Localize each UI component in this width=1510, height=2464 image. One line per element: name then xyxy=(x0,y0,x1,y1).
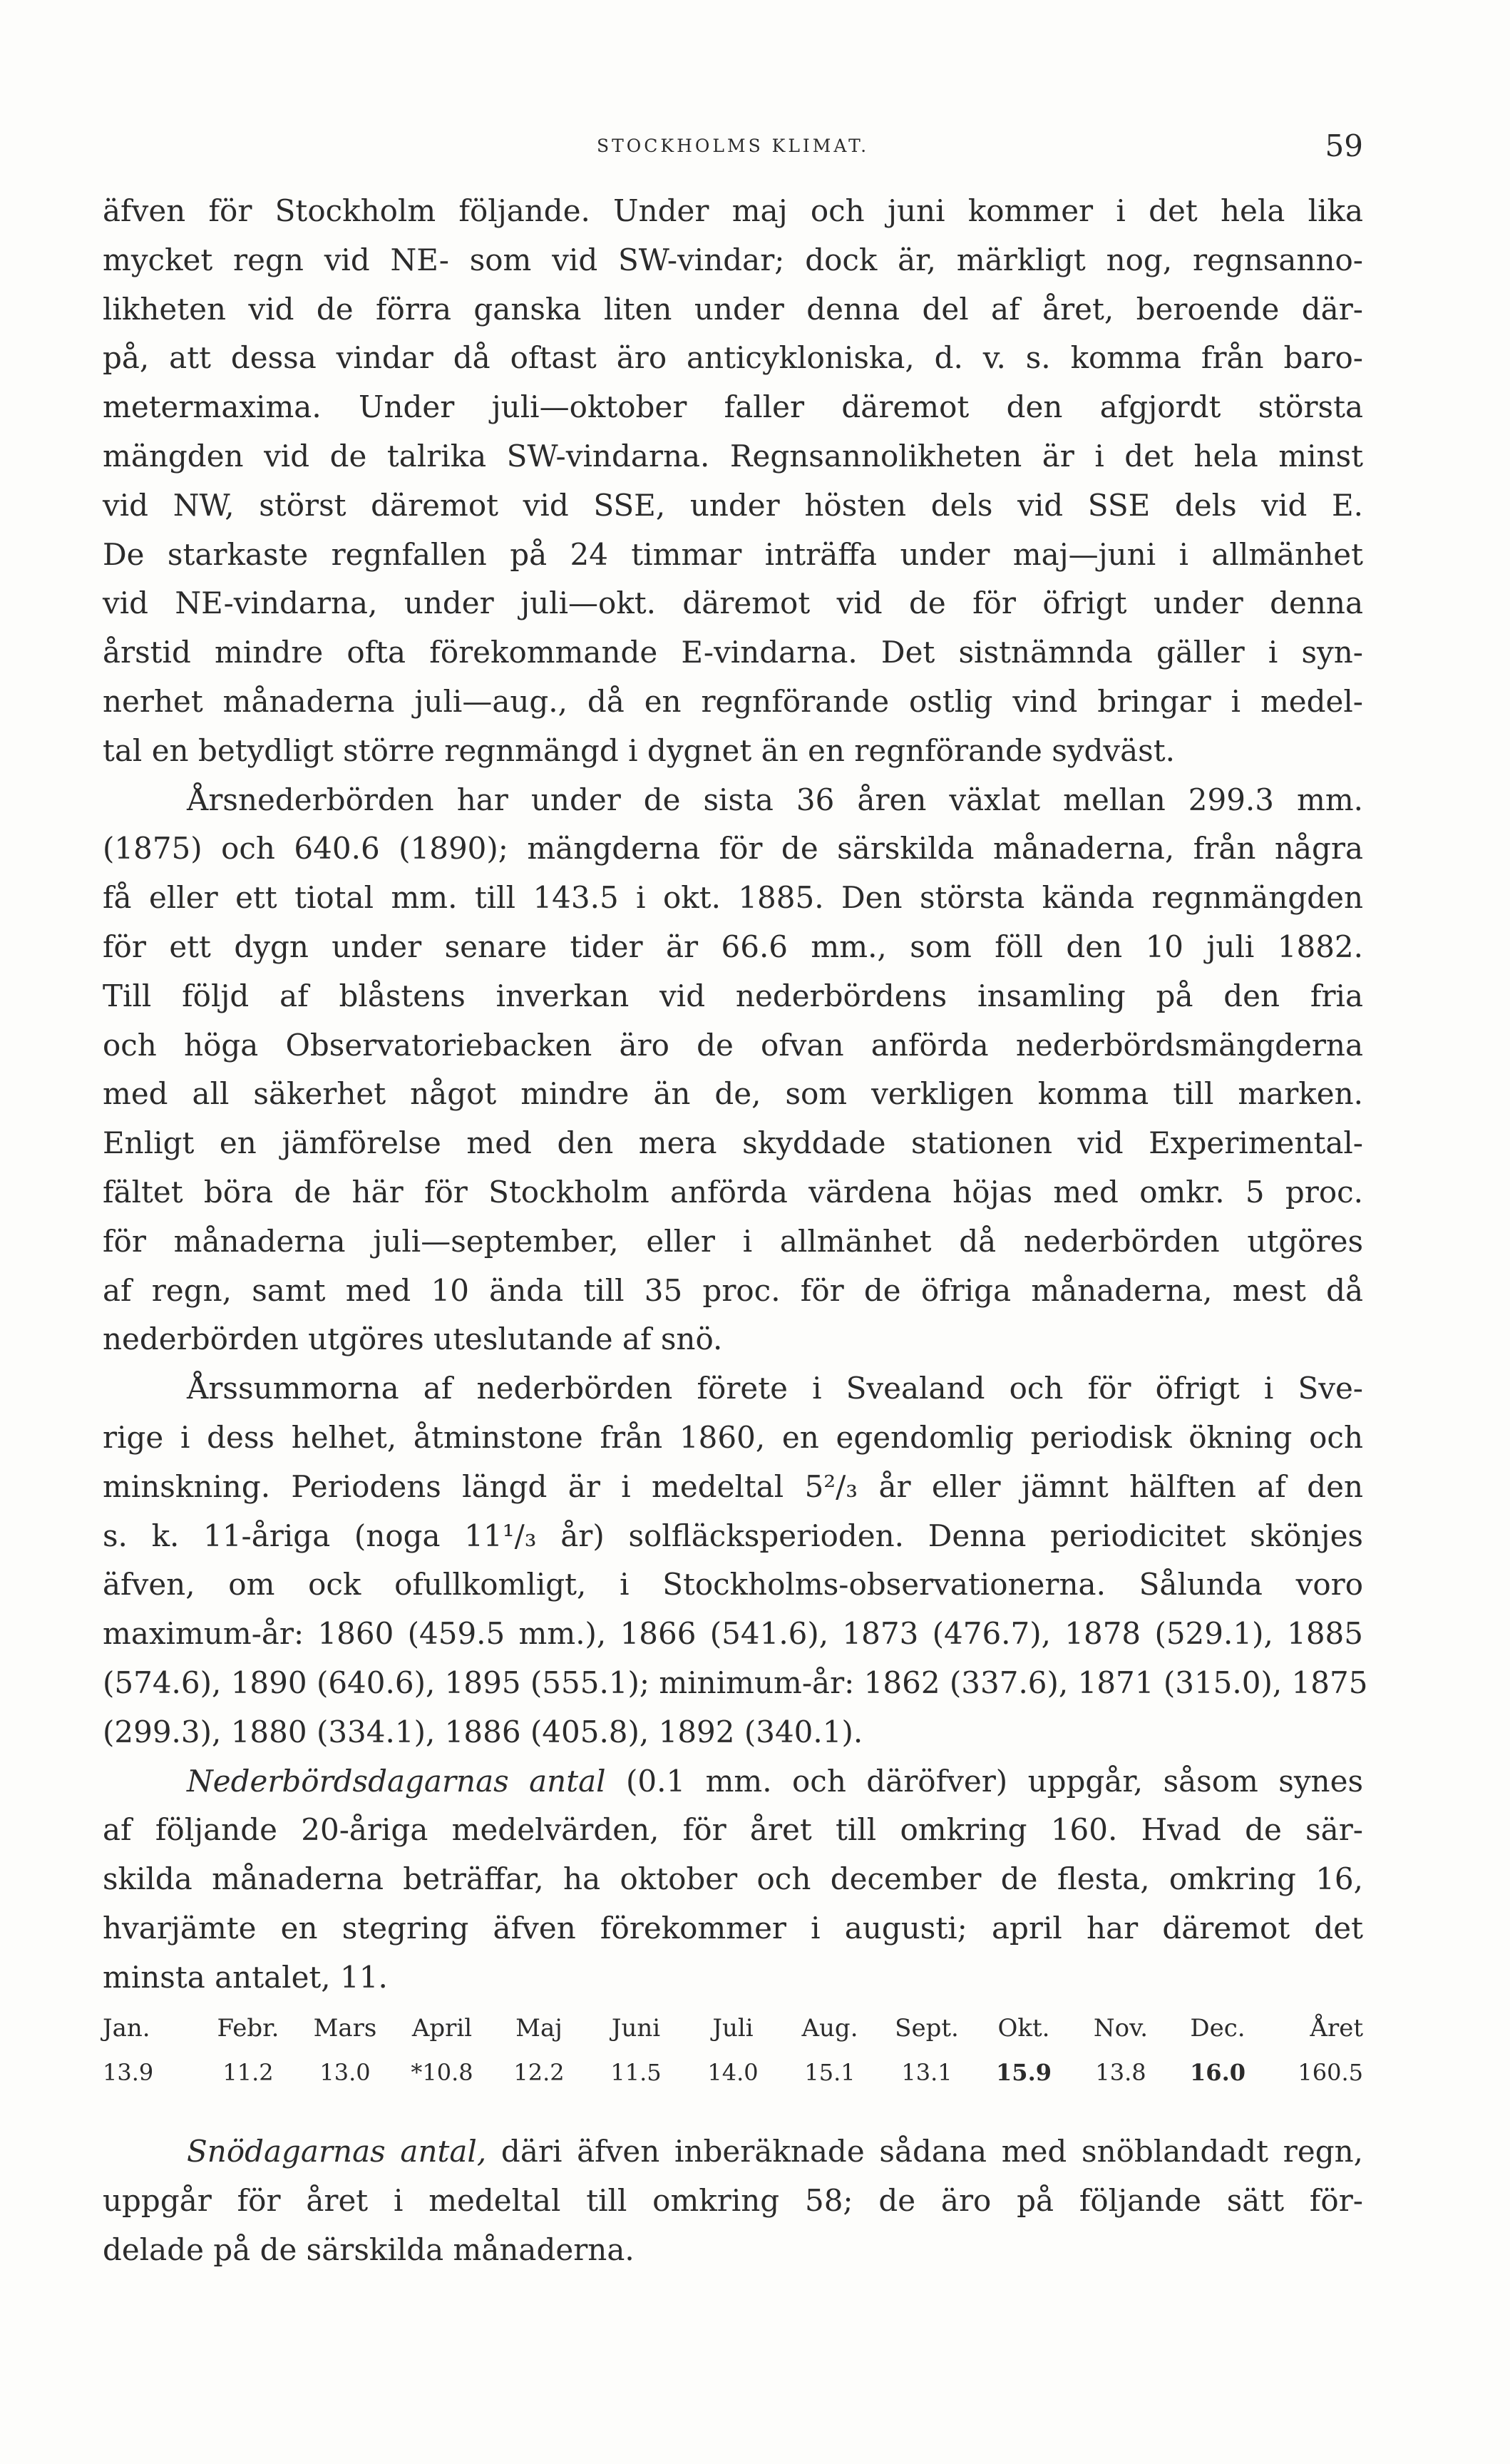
text-line: nederbörden utgöres uteslutande af snö. xyxy=(103,1322,723,1357)
table-value-cell: 13.9 xyxy=(103,2059,154,2087)
paragraph-annual-precipitation xyxy=(103,776,1363,1365)
text-line: Enligt en jämförelse med den mera skyddade stationen vid Experimental- xyxy=(103,1125,1363,1161)
table-header-row xyxy=(103,2006,1363,2050)
table-header-cell: Maj xyxy=(515,2014,563,2043)
text-line: af följande 20-åriga medelvärden, för året till omkring 160. Hvad de sär- xyxy=(103,1812,1363,1848)
table-value-cell: 15.9 xyxy=(996,2059,1052,2087)
table-header-cell: Mars xyxy=(313,2014,377,2043)
table-value-cell: 11.2 xyxy=(222,2059,274,2087)
text-line: med all säkerhet något mindre än de, som verkligen komma till marken. xyxy=(103,1076,1363,1112)
text-line: De starkaste regnfallen på 24 timmar inträffa under maj—juni i allmänhet xyxy=(103,536,1363,572)
text-line: likheten vid de förra ganska liten under denna del af året, beroende där- xyxy=(103,291,1363,327)
table-value-cell: 12.2 xyxy=(513,2059,565,2087)
monthly-days-table xyxy=(103,2006,1363,2095)
text-line xyxy=(103,1757,1363,1806)
text-line: äfven för Stockholm följande. Under maj och juni kommer i det hela lika xyxy=(103,193,1363,228)
italic-lead: Snödagarnas antal, xyxy=(187,2134,487,2169)
table-value-cell: 14.0 xyxy=(707,2059,759,2087)
table-header-cell: Aug. xyxy=(801,2014,858,2043)
table-header-cell: Okt. xyxy=(997,2014,1050,2043)
text-line: för månaderna juli—september, eller i allmänhet då nederbörden utgöres xyxy=(103,1223,1363,1259)
text-line: årstid mindre ofta förekommande E-vindarna. Det sistnämnda gäller i syn- xyxy=(103,635,1363,670)
text-line: s. k. 11-åriga (noga 11¹/₃ år) solfläcksperioden. Denna periodicitet skönjes xyxy=(103,1518,1363,1553)
table-value-cell: 13.1 xyxy=(901,2059,952,2087)
text-line: hvarjämte en stegring äfven förekommer i augusti; april har däremot det xyxy=(103,1910,1363,1946)
text-line: och höga Observatoriebacken äro de ofvan anförda nederbördsmängderna xyxy=(103,1027,1363,1063)
text-line: få eller ett tiotal mm. till 143.5 i okt. 1885. Den största kända regnmängden xyxy=(103,880,1363,916)
line-rest: (0.1 mm. och däröfver) uppgår, såsom synes xyxy=(605,1763,1364,1799)
paragraph-periodicity xyxy=(103,1364,1368,1757)
table-header-cell: Dec. xyxy=(1190,2014,1246,2043)
text-line: (574.6), 1890 (640.6), 1895 (555.1); minimum-år: 1862 (337.6), 1871 (315.0), 1875 xyxy=(103,1665,1368,1700)
text-line: Årsnederbörden har under de sista 36 åren växlat mellan 299.3 mm. xyxy=(187,782,1363,817)
text-line: (1875) och 640.6 (1890); mängderna för de särskilda månaderna, från några xyxy=(103,831,1363,867)
text-line: äfven, om ock ofullkomligt, i Stockholms-observationerna. Sålunda voro xyxy=(103,1567,1363,1602)
text-line: minskning. Periodens längd är i medeltal 5²/₃ år eller jämnt hälften af den xyxy=(103,1468,1363,1504)
text-line: nerhet månaderna juli—aug., då en regnförande ostlig vind bringar i medel- xyxy=(103,683,1363,719)
text-line: på, att dessa vindar då oftast äro anticykloniska, d. v. s. komma från baro- xyxy=(103,340,1363,376)
table-value-cell: 16.0 xyxy=(1190,2059,1246,2087)
table-value-cell: 13.8 xyxy=(1095,2059,1146,2087)
text-line: uppgår för året i medeltal till omkring 58; de äro på följande sätt för- xyxy=(103,2183,1363,2219)
table-value-row xyxy=(103,2050,1363,2095)
running-title: STOCKHOLMS KLIMAT. xyxy=(596,136,870,156)
table-header-cell: Juli xyxy=(712,2014,754,2043)
text-line: (299.3), 1880 (334.1), 1886 (405.8), 1892 (340.1). xyxy=(103,1714,863,1749)
table-header-cell: Sept. xyxy=(895,2014,959,2043)
italic-lead: Nederbördsdagarnas antal xyxy=(187,1763,606,1799)
text-line: minsta antalet, 11. xyxy=(103,1959,388,1995)
spacer xyxy=(103,2095,1363,2127)
page-header xyxy=(103,128,1363,171)
table-header-cell: Juni xyxy=(611,2014,661,2043)
table-header-cell: April xyxy=(411,2014,473,2043)
text-line: Årssummorna af nederbörden förete i Svealand och för öfrigt i Sve- xyxy=(187,1371,1363,1406)
table-value-cell: 11.5 xyxy=(610,2059,662,2087)
table-value-cell: 15.1 xyxy=(804,2059,856,2087)
text-line: delade på de särskilda månaderna. xyxy=(103,2232,635,2268)
table-value-cell: 13.0 xyxy=(319,2059,371,2087)
text-line: tal en betydligt större regnmängd i dygnet än en regnförande sydväst. xyxy=(103,732,1175,768)
text-line: metermaxima. Under juli—oktober faller däremot den afgjordt största xyxy=(103,389,1363,425)
table-header-cell: Året xyxy=(1310,2014,1363,2043)
table-header-cell: Jan. xyxy=(103,2014,150,2043)
body-text xyxy=(103,187,1368,2275)
text-line: för ett dygn under senare tider är 66.6 mm., som föll den 10 juli 1882. xyxy=(103,929,1363,964)
line-rest: däri äfven inberäknade sådana med snöblandadt regn, xyxy=(486,2134,1363,2169)
text-line: maximum-år: 1860 (459.5 mm.), 1866 (541.6), 1873 (476.7), 1878 (529.1), 1885 xyxy=(103,1616,1363,1652)
text-line: fältet böra de här för Stockholm anförda värdena höjas med omkr. 5 proc. xyxy=(103,1174,1363,1210)
page-number: 59 xyxy=(1325,128,1363,163)
paragraph-precipitation-days xyxy=(103,1757,1363,2003)
table-value-cell: *10.8 xyxy=(411,2059,473,2087)
text-line: rige i dess helhet, åtminstone från 1860, en egendomlig periodisk ökning och xyxy=(103,1419,1363,1455)
table-header-cell: Febr. xyxy=(217,2014,279,2043)
text-line: vid NW, störst däremot vid SSE, under hösten dels vid SSE dels vid E. xyxy=(103,487,1363,523)
text-line: vid NE-vindarna, under juli—okt. däremot vid de för öfrigt under denna xyxy=(103,586,1363,621)
table-value-cell: 160.5 xyxy=(1298,2059,1363,2087)
table-header-cell: Nov. xyxy=(1093,2014,1149,2043)
text-line: mycket regn vid NE- som vid SW-vindar; dock är, märkligt nog, regnsanno- xyxy=(103,242,1363,277)
paragraph-snow-days xyxy=(103,2127,1363,2274)
paragraph-wind-rain xyxy=(103,187,1363,776)
text-line: skilda månaderna beträffar, ha oktober och december de flesta, omkring 16, xyxy=(103,1861,1363,1897)
text-line: af regn, samt med 10 ända till 35 proc. för de öfriga månaderna, mest då xyxy=(103,1272,1363,1308)
text-line: Till följd af blåstens inverkan vid nederbördens insamling på den fria xyxy=(103,978,1363,1013)
text-line: mängden vid de talrika SW-vindarna. Regnsannolikheten är i det hela minst xyxy=(103,438,1363,474)
text-line xyxy=(103,2127,1363,2177)
